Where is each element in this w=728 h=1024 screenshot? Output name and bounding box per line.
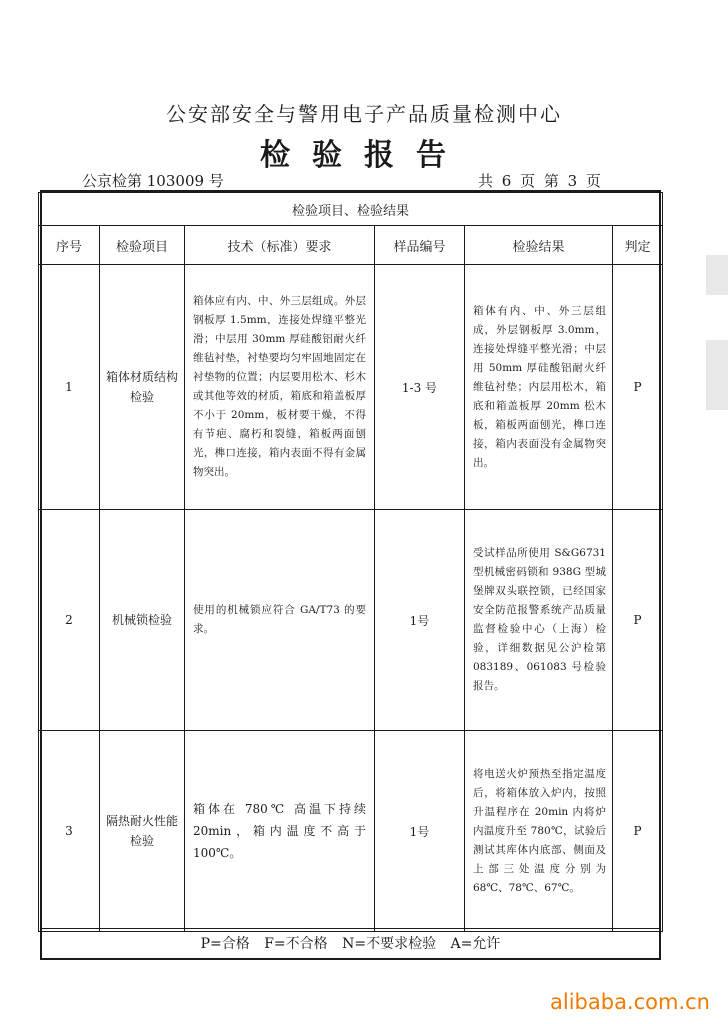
table-row <box>39 265 663 510</box>
inspection-result: 受试样品所使用 S&G6731 型机械密码锁和 938G 型城堡牌双头联控锁，已经国家安全防范报警系统产品质量监督检验中心（上海）检验，详细数据见公沪检第 083189、061083 号检验报告。 <box>465 510 613 731</box>
inspection-result: 将电送火炉预热至指定温度后，将箱体放入炉内，按照升温程序在 20min 内将炉内温度升至 780℃，试验后测试其库体内底部、侧面及上部三处温度分别为 68℃、78℃、67℃。 <box>465 731 613 932</box>
verdict: P <box>613 510 663 731</box>
table-row <box>39 731 663 932</box>
technical-requirement: 箱体在 780℃ 高温下持续 20min，箱内温度不高于 100℃。 <box>185 731 375 932</box>
sample-number: 1号 <box>375 731 465 932</box>
inspection-item: 隔热耐火性能检验 <box>100 731 185 932</box>
verdict-legend: P=合格 F=不合格 N=不要求检验 A=允许 <box>40 928 661 959</box>
column-header: 样品编号 <box>375 226 465 265</box>
row-number: 3 <box>39 731 100 932</box>
alibaba-watermark-logo: alibaba.com.cn <box>550 990 710 1014</box>
report-number: 公京检第 103009 号 <box>82 172 224 190</box>
row-number: 2 <box>39 510 100 731</box>
table-row <box>39 510 663 731</box>
page-info: 共 6 页 第 3 页 <box>478 172 601 190</box>
scan-edge-mark <box>706 255 728 295</box>
technical-requirement: 使用的机械锁应符合 GA/T73 的要求。 <box>185 510 375 731</box>
report-title: 检验报告 <box>260 138 468 173</box>
column-header: 序号 <box>39 226 100 265</box>
inspection-table <box>38 192 663 932</box>
scan-edge-mark <box>706 340 728 410</box>
sample-number: 1-3 号 <box>375 265 465 510</box>
technical-requirement: 箱体应有内、中、外三层组成。外层钢板厚 1.5mm，连接处焊缝平整光滑；中层用 30mm 厚硅酸铝耐火纤维毡衬垫，衬垫要均匀牢固地固定在衬垫物的位置；内层要用松木、杉木或其他等效的材质，箱底和箱盖板厚不小于 20mm，板材要干燥，不得有节疤、腐朽和裂缝，箱板两面刨光，榫口连接，箱内表面不得有金属物突出。 <box>185 265 375 510</box>
organization-name: 公安部安全与警用电子产品质量检测中心 <box>166 102 562 126</box>
column-header: 检验结果 <box>465 226 613 265</box>
inspection-item: 机械锁检验 <box>100 510 185 731</box>
verdict: P <box>613 265 663 510</box>
inspection-item: 箱体材质结构检验 <box>100 265 185 510</box>
column-header: 技术（标准）要求 <box>185 226 375 265</box>
column-header: 判定 <box>613 226 663 265</box>
table-header-row <box>39 226 663 265</box>
section-title: 检验项目、检验结果 <box>39 193 663 226</box>
inspection-result: 箱体有内、中、外三层组成，外层钢板厚 3.0mm，连接处焊缝平整光滑；中层用 50mm 厚硅酸铝耐火纤维毡衬垫；内层用松木，箱底和箱盖板厚 20mm 松木板，箱板两面刨光，榫口连接，箱内表面没有金属物突出。 <box>465 265 613 510</box>
sample-number: 1号 <box>375 510 465 731</box>
verdict: P <box>613 731 663 932</box>
column-header: 检验项目 <box>100 226 185 265</box>
row-number: 1 <box>39 265 100 510</box>
